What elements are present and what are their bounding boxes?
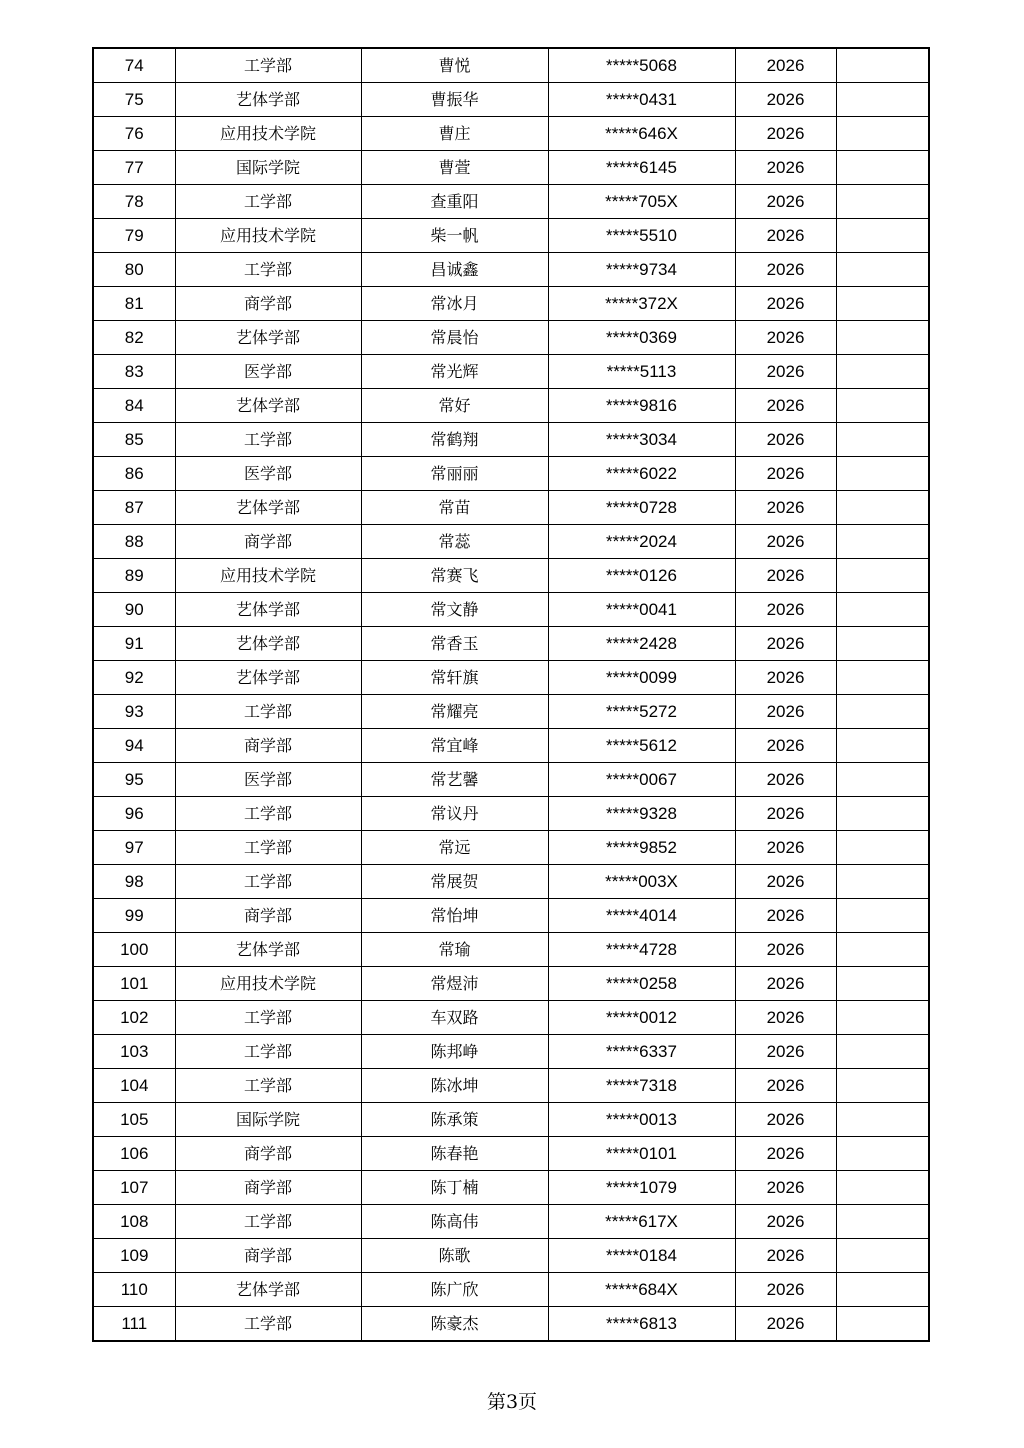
row-index-cell: 74 (93, 48, 175, 83)
year-cell: 2026 (735, 83, 836, 117)
table-row (93, 389, 929, 423)
masked-id-cell: *****2024 (548, 525, 735, 559)
remark-cell (836, 457, 929, 491)
department-cell: 工学部 (175, 695, 361, 729)
year-cell: 2026 (735, 559, 836, 593)
row-index-cell: 78 (93, 185, 175, 219)
table-row (93, 48, 929, 83)
student-name-cell: 常香玉 (361, 627, 548, 661)
student-name-cell: 常怡坤 (361, 899, 548, 933)
row-index-cell: 111 (93, 1307, 175, 1342)
row-index-cell: 97 (93, 831, 175, 865)
year-cell: 2026 (735, 899, 836, 933)
row-index-cell: 76 (93, 117, 175, 151)
year-cell: 2026 (735, 1137, 836, 1171)
remark-cell (836, 389, 929, 423)
masked-id-cell: *****646X (548, 117, 735, 151)
student-name-cell: 曹振华 (361, 83, 548, 117)
row-index-cell: 100 (93, 933, 175, 967)
year-cell: 2026 (735, 763, 836, 797)
masked-id-cell: *****0126 (548, 559, 735, 593)
table-row (93, 287, 929, 321)
table-row (93, 457, 929, 491)
department-cell: 艺体学部 (175, 593, 361, 627)
table-row (93, 627, 929, 661)
row-index-cell: 110 (93, 1273, 175, 1307)
table-row (93, 1103, 929, 1137)
department-cell: 艺体学部 (175, 661, 361, 695)
remark-cell (836, 491, 929, 525)
table-row (93, 151, 929, 185)
remark-cell (836, 1171, 929, 1205)
masked-id-cell: *****9852 (548, 831, 735, 865)
row-index-cell: 107 (93, 1171, 175, 1205)
year-cell: 2026 (735, 831, 836, 865)
department-cell: 工学部 (175, 1035, 361, 1069)
remark-cell (836, 151, 929, 185)
table-row (93, 1171, 929, 1205)
table-row (93, 1239, 929, 1273)
year-cell: 2026 (735, 1069, 836, 1103)
year-cell: 2026 (735, 457, 836, 491)
remark-cell (836, 1205, 929, 1239)
year-cell: 2026 (735, 1103, 836, 1137)
student-name-cell: 常冰月 (361, 287, 548, 321)
student-name-cell: 陈歌 (361, 1239, 548, 1273)
masked-id-cell: *****5113 (548, 355, 735, 389)
table-row (93, 933, 929, 967)
remark-cell (836, 1035, 929, 1069)
row-index-cell: 94 (93, 729, 175, 763)
department-cell: 商学部 (175, 1137, 361, 1171)
row-index-cell: 109 (93, 1239, 175, 1273)
row-index-cell: 86 (93, 457, 175, 491)
row-index-cell: 75 (93, 83, 175, 117)
department-cell: 艺体学部 (175, 627, 361, 661)
table-row (93, 797, 929, 831)
student-name-cell: 陈高伟 (361, 1205, 548, 1239)
department-cell: 商学部 (175, 729, 361, 763)
year-cell: 2026 (735, 253, 836, 287)
remark-cell (836, 899, 929, 933)
masked-id-cell: *****9328 (548, 797, 735, 831)
student-name-cell: 常赛飞 (361, 559, 548, 593)
row-index-cell: 105 (93, 1103, 175, 1137)
year-cell: 2026 (735, 491, 836, 525)
row-index-cell: 82 (93, 321, 175, 355)
table-row (93, 219, 929, 253)
year-cell: 2026 (735, 48, 836, 83)
student-name-cell: 常蕊 (361, 525, 548, 559)
year-cell: 2026 (735, 389, 836, 423)
remark-cell (836, 729, 929, 763)
remark-cell (836, 219, 929, 253)
table-row (93, 729, 929, 763)
masked-id-cell: *****0431 (548, 83, 735, 117)
masked-id-cell: *****0067 (548, 763, 735, 797)
row-index-cell: 91 (93, 627, 175, 661)
remark-cell (836, 967, 929, 1001)
year-cell: 2026 (735, 525, 836, 559)
masked-id-cell: *****0041 (548, 593, 735, 627)
masked-id-cell: *****372X (548, 287, 735, 321)
row-index-cell: 77 (93, 151, 175, 185)
masked-id-cell: *****0258 (548, 967, 735, 1001)
masked-id-cell: *****684X (548, 1273, 735, 1307)
year-cell: 2026 (735, 1001, 836, 1035)
student-name-cell: 车双路 (361, 1001, 548, 1035)
department-cell: 艺体学部 (175, 1273, 361, 1307)
masked-id-cell: *****0728 (548, 491, 735, 525)
remark-cell (836, 1069, 929, 1103)
row-index-cell: 106 (93, 1137, 175, 1171)
row-index-cell: 101 (93, 967, 175, 1001)
table-row (93, 899, 929, 933)
year-cell: 2026 (735, 117, 836, 151)
table-row (93, 117, 929, 151)
department-cell: 艺体学部 (175, 491, 361, 525)
table-row (93, 1001, 929, 1035)
department-cell: 工学部 (175, 1001, 361, 1035)
student-name-cell: 常宜峰 (361, 729, 548, 763)
department-cell: 医学部 (175, 763, 361, 797)
year-cell: 2026 (735, 1273, 836, 1307)
table-row (93, 865, 929, 899)
table-row (93, 1273, 929, 1307)
table-row (93, 525, 929, 559)
remark-cell (836, 831, 929, 865)
masked-id-cell: *****003X (548, 865, 735, 899)
student-name-cell: 柴一帆 (361, 219, 548, 253)
department-cell: 工学部 (175, 865, 361, 899)
row-index-cell: 95 (93, 763, 175, 797)
masked-id-cell: *****0012 (548, 1001, 735, 1035)
year-cell: 2026 (735, 661, 836, 695)
masked-id-cell: *****5510 (548, 219, 735, 253)
year-cell: 2026 (735, 627, 836, 661)
student-name-cell: 常丽丽 (361, 457, 548, 491)
year-cell: 2026 (735, 729, 836, 763)
table-row (93, 1035, 929, 1069)
masked-id-cell: *****9816 (548, 389, 735, 423)
masked-id-cell: *****705X (548, 185, 735, 219)
remark-cell (836, 797, 929, 831)
row-index-cell: 85 (93, 423, 175, 457)
row-index-cell: 102 (93, 1001, 175, 1035)
row-index-cell: 80 (93, 253, 175, 287)
remark-cell (836, 1103, 929, 1137)
table-row (93, 185, 929, 219)
row-index-cell: 89 (93, 559, 175, 593)
year-cell: 2026 (735, 933, 836, 967)
student-name-cell: 常光辉 (361, 355, 548, 389)
student-name-cell: 常展贺 (361, 865, 548, 899)
masked-id-cell: *****0184 (548, 1239, 735, 1273)
department-cell: 商学部 (175, 1171, 361, 1205)
year-cell: 2026 (735, 321, 836, 355)
student-name-cell: 陈丁楠 (361, 1171, 548, 1205)
row-index-cell: 93 (93, 695, 175, 729)
department-cell: 艺体学部 (175, 321, 361, 355)
department-cell: 商学部 (175, 525, 361, 559)
student-name-cell: 曹庄 (361, 117, 548, 151)
student-name-cell: 常苗 (361, 491, 548, 525)
department-cell: 工学部 (175, 831, 361, 865)
student-name-cell: 常议丹 (361, 797, 548, 831)
table-row (93, 593, 929, 627)
remark-cell (836, 185, 929, 219)
year-cell: 2026 (735, 695, 836, 729)
department-cell: 应用技术学院 (175, 219, 361, 253)
year-cell: 2026 (735, 185, 836, 219)
masked-id-cell: *****5612 (548, 729, 735, 763)
remark-cell (836, 1307, 929, 1342)
table-row (93, 1137, 929, 1171)
student-name-cell: 常耀亮 (361, 695, 548, 729)
table-row (93, 661, 929, 695)
department-cell: 医学部 (175, 457, 361, 491)
department-cell: 国际学院 (175, 151, 361, 185)
student-list-table (92, 47, 930, 1342)
masked-id-cell: *****9734 (548, 253, 735, 287)
page-number: 第3页 (486, 1391, 538, 1413)
student-name-cell: 陈春艳 (361, 1137, 548, 1171)
student-name-cell: 曹悦 (361, 48, 548, 83)
remark-cell (836, 525, 929, 559)
remark-cell (836, 1001, 929, 1035)
masked-id-cell: *****6145 (548, 151, 735, 185)
table-row (93, 253, 929, 287)
student-name-cell: 陈豪杰 (361, 1307, 548, 1342)
year-cell: 2026 (735, 355, 836, 389)
masked-id-cell: *****0101 (548, 1137, 735, 1171)
row-index-cell: 83 (93, 355, 175, 389)
table-row (93, 355, 929, 389)
year-cell: 2026 (735, 865, 836, 899)
masked-id-cell: *****0099 (548, 661, 735, 695)
year-cell: 2026 (735, 287, 836, 321)
remark-cell (836, 695, 929, 729)
year-cell: 2026 (735, 1307, 836, 1342)
department-cell: 应用技术学院 (175, 559, 361, 593)
department-cell: 工学部 (175, 1205, 361, 1239)
remark-cell (836, 865, 929, 899)
table-row (93, 763, 929, 797)
masked-id-cell: *****4728 (548, 933, 735, 967)
remark-cell (836, 287, 929, 321)
masked-id-cell: *****4014 (548, 899, 735, 933)
remark-cell (836, 559, 929, 593)
year-cell: 2026 (735, 967, 836, 1001)
masked-id-cell: *****5068 (548, 48, 735, 83)
masked-id-cell: *****6813 (548, 1307, 735, 1342)
year-cell: 2026 (735, 797, 836, 831)
remark-cell (836, 423, 929, 457)
department-cell: 商学部 (175, 899, 361, 933)
masked-id-cell: *****0013 (548, 1103, 735, 1137)
student-name-cell: 常鹤翔 (361, 423, 548, 457)
student-name-cell: 查重阳 (361, 185, 548, 219)
masked-id-cell: *****617X (548, 1205, 735, 1239)
remark-cell (836, 48, 929, 83)
row-index-cell: 84 (93, 389, 175, 423)
department-cell: 艺体学部 (175, 933, 361, 967)
year-cell: 2026 (735, 151, 836, 185)
remark-cell (836, 661, 929, 695)
table-body (93, 48, 929, 1341)
masked-id-cell: *****7318 (548, 1069, 735, 1103)
department-cell: 商学部 (175, 287, 361, 321)
student-name-cell: 曹萱 (361, 151, 548, 185)
row-index-cell: 92 (93, 661, 175, 695)
remark-cell (836, 1239, 929, 1273)
department-cell: 艺体学部 (175, 83, 361, 117)
row-index-cell: 81 (93, 287, 175, 321)
student-name-cell: 常煜沛 (361, 967, 548, 1001)
remark-cell (836, 321, 929, 355)
student-name-cell: 昌诚鑫 (361, 253, 548, 287)
masked-id-cell: *****3034 (548, 423, 735, 457)
table-row (93, 559, 929, 593)
student-name-cell: 常文静 (361, 593, 548, 627)
remark-cell (836, 933, 929, 967)
remark-cell (836, 1273, 929, 1307)
student-name-cell: 常好 (361, 389, 548, 423)
year-cell: 2026 (735, 1239, 836, 1273)
masked-id-cell: *****2428 (548, 627, 735, 661)
department-cell: 工学部 (175, 1069, 361, 1103)
remark-cell (836, 117, 929, 151)
department-cell: 商学部 (175, 1239, 361, 1273)
year-cell: 2026 (735, 423, 836, 457)
student-name-cell: 常晨怡 (361, 321, 548, 355)
row-index-cell: 88 (93, 525, 175, 559)
department-cell: 应用技术学院 (175, 117, 361, 151)
department-cell: 工学部 (175, 253, 361, 287)
student-name-cell: 陈冰坤 (361, 1069, 548, 1103)
row-index-cell: 103 (93, 1035, 175, 1069)
table-row (93, 491, 929, 525)
row-index-cell: 99 (93, 899, 175, 933)
remark-cell (836, 763, 929, 797)
year-cell: 2026 (735, 1035, 836, 1069)
student-name-cell: 常瑜 (361, 933, 548, 967)
year-cell: 2026 (735, 593, 836, 627)
masked-id-cell: *****6337 (548, 1035, 735, 1069)
department-cell: 工学部 (175, 1307, 361, 1342)
year-cell: 2026 (735, 1171, 836, 1205)
remark-cell (836, 83, 929, 117)
masked-id-cell: *****1079 (548, 1171, 735, 1205)
table-row (93, 1069, 929, 1103)
department-cell: 工学部 (175, 423, 361, 457)
row-index-cell: 90 (93, 593, 175, 627)
student-name-cell: 常远 (361, 831, 548, 865)
remark-cell (836, 593, 929, 627)
table-row (93, 831, 929, 865)
department-cell: 工学部 (175, 797, 361, 831)
student-name-cell: 陈邦峥 (361, 1035, 548, 1069)
row-index-cell: 108 (93, 1205, 175, 1239)
table-row (93, 1205, 929, 1239)
table-row (93, 83, 929, 117)
masked-id-cell: *****0369 (548, 321, 735, 355)
row-index-cell: 87 (93, 491, 175, 525)
row-index-cell: 96 (93, 797, 175, 831)
remark-cell (836, 355, 929, 389)
student-name-cell: 陈广欣 (361, 1273, 548, 1307)
student-name-cell: 常轩旗 (361, 661, 548, 695)
department-cell: 工学部 (175, 48, 361, 83)
department-cell: 工学部 (175, 185, 361, 219)
department-cell: 应用技术学院 (175, 967, 361, 1001)
masked-id-cell: *****5272 (548, 695, 735, 729)
remark-cell (836, 253, 929, 287)
row-index-cell: 104 (93, 1069, 175, 1103)
row-index-cell: 98 (93, 865, 175, 899)
year-cell: 2026 (735, 1205, 836, 1239)
department-cell: 国际学院 (175, 1103, 361, 1137)
table-row (93, 967, 929, 1001)
year-cell: 2026 (735, 219, 836, 253)
table-row (93, 321, 929, 355)
table-row (93, 423, 929, 457)
department-cell: 医学部 (175, 355, 361, 389)
department-cell: 艺体学部 (175, 389, 361, 423)
remark-cell (836, 627, 929, 661)
masked-id-cell: *****6022 (548, 457, 735, 491)
row-index-cell: 79 (93, 219, 175, 253)
student-name-cell: 陈承策 (361, 1103, 548, 1137)
remark-cell (836, 1137, 929, 1171)
student-name-cell: 常艺馨 (361, 763, 548, 797)
table-row (93, 695, 929, 729)
table-row (93, 1307, 929, 1342)
